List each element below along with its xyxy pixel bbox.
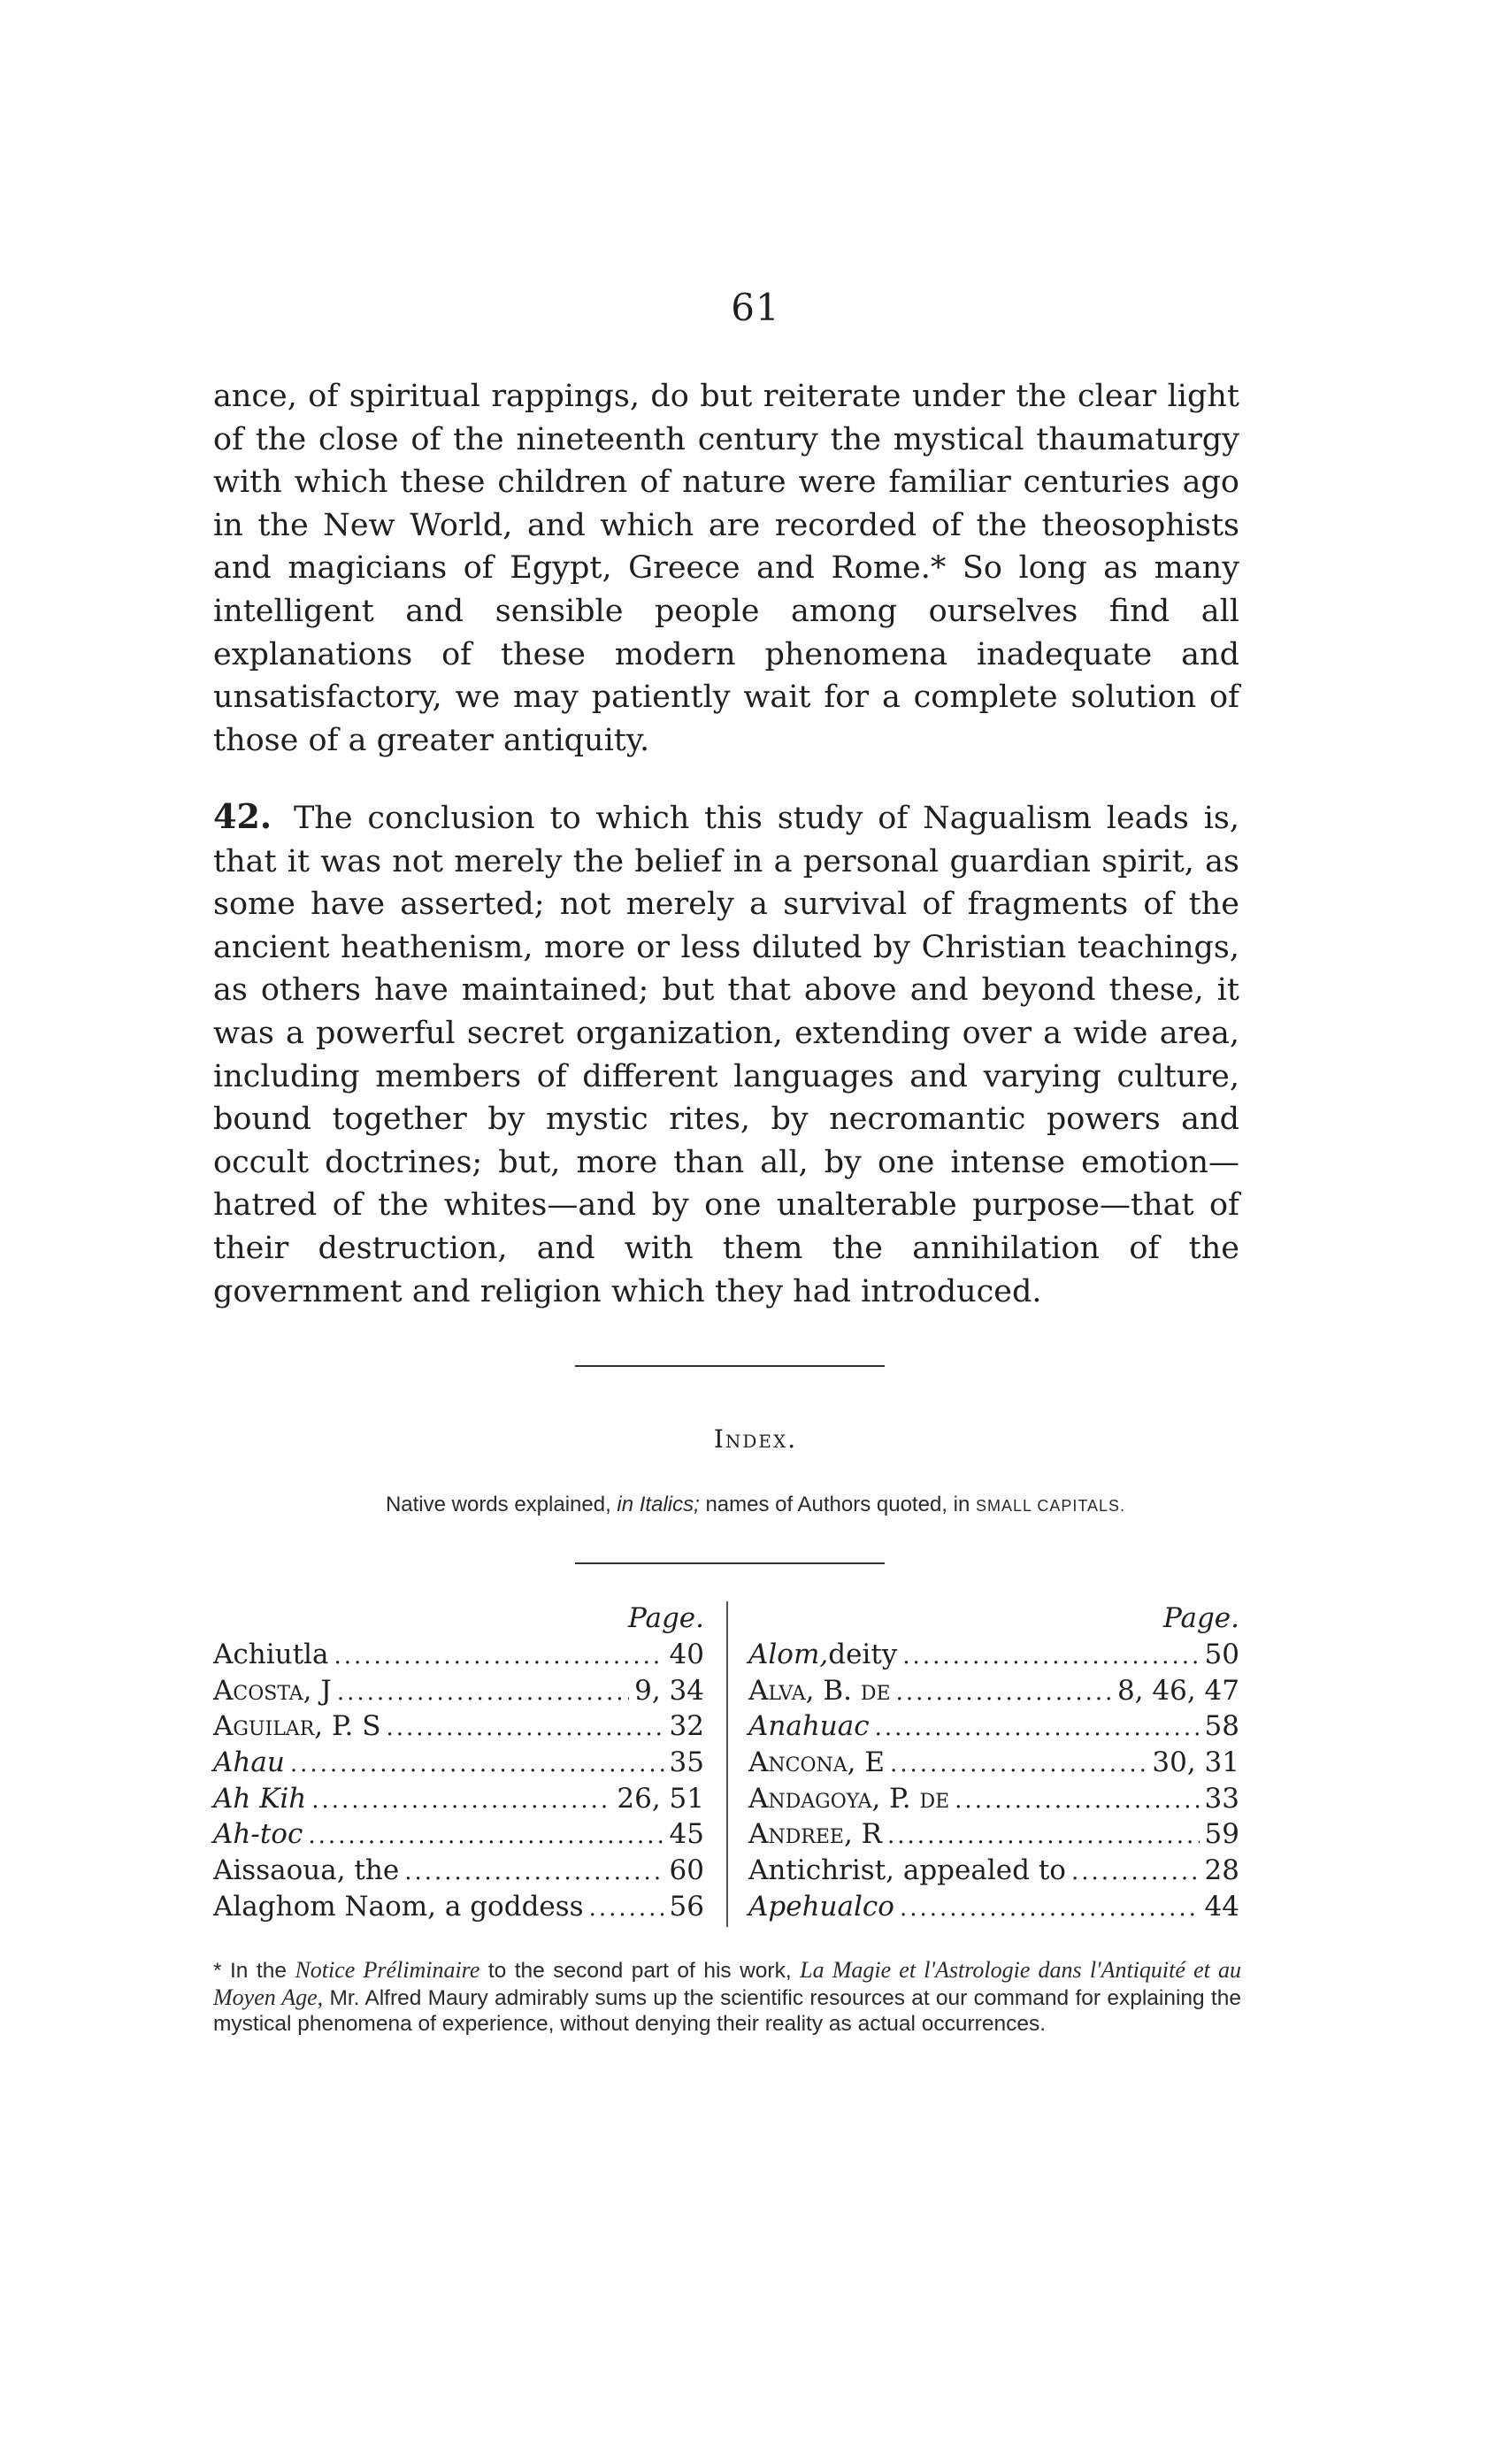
paragraph-text: ance, of spiritual rappings, do but reiterate under the clear light of the close of the nineteenth century the mystical thaumaturgy with which these children of nature were familiar centuries ago in the New World, and which are recorded of the theosophists and magicians of Egypt, Greece and Rome.* So long as many intelligent and sensible people among ourselves find all explanations of these modern phenomena inadequate and unsatisfactory, we may patiently wait for a complete solution of those of a greater antiquity. [213,379,1239,758]
index-entry-pages: 45 [669,1818,704,1851]
dot-leader [386,1710,663,1746]
index-entry-term: Achiutla [213,1639,329,1670]
index-entry-term: Acosta, J [213,1674,332,1707]
index-entry [748,1673,1239,1709]
index-entry-pages: 40 [669,1639,704,1670]
index-entry-term: Alaghom Naom, a goddess [213,1890,584,1923]
dot-leader [334,1639,663,1675]
index-entry [748,1745,1239,1781]
index-entry-pages: 59 [1204,1818,1239,1851]
dot-leader [875,1710,1200,1746]
index-note-middle: names of Authors quoted, in [699,1493,976,1516]
divider-rule-top [575,1365,885,1367]
index-entry-term: Aissaoua, the [213,1854,400,1887]
index-entry [748,1853,1239,1889]
index-table [213,1600,1241,1936]
index-entry [748,1637,1239,1673]
index-entry-term: Ah-toc [213,1818,303,1851]
page-number: 61 [731,286,780,329]
dot-leader [290,1746,664,1783]
index-entry-pages: 30, 31 [1152,1746,1239,1779]
paragraph-body: The conclusion to which this study of Nagualism leads is, that it was not merely the belief in a personal guardian spirit, as some have asserted; not merely a survival of fragments of the ancient heathenism, more or less diluted by Christian teachings, as others have maintained; but that above and beyond these, it was a powerful secret organization, extending over a wide area, including members of different languages and varying culture, bound together by mystic rites, by necromantic powers and occult doctrines; but, more than all, by one intense emotion—hatred of the whites—and by one unalterable purpose—that of their destruction, and with them the annihilation of the government and religion which they had introduced. [213,801,1239,1309]
index-entry-term: Alom, [748,1639,829,1670]
index-entry-pages: 26, 51 [617,1782,704,1815]
index-entry [213,1853,704,1889]
index-entry [213,1781,704,1817]
index-note-italic: in Italics; [617,1493,700,1516]
index-entry-term: Andree, R [748,1818,883,1851]
index-entry-pages: 32 [669,1710,704,1743]
index-entry-pages: 35 [669,1746,704,1779]
dot-leader [902,1639,1199,1675]
index-column-left [213,1600,704,1925]
index-entry-term: Andagoya, P. de [748,1782,950,1815]
footnote-title-1: Notice Préliminaire [295,1957,480,1983]
index-entry-pages: 58 [1204,1710,1239,1743]
dot-leader [1071,1854,1200,1891]
index-note-prefix: Native words explained, [385,1493,617,1516]
column-header: Page. [1163,1602,1239,1634]
dot-leader [955,1783,1199,1819]
index-entry-term: Alva, B. de [748,1674,891,1707]
index-entry [213,1708,704,1745]
section-number: 42. [213,796,272,836]
column-header: Page. [628,1602,704,1634]
dot-leader [404,1854,663,1891]
index-entry-pages: 56 [669,1890,704,1923]
paragraph-text [213,795,1239,1313]
column-divider [726,1601,728,1927]
index-entry-pages: 44 [1204,1890,1239,1923]
body-paragraph-1 [213,375,1239,762]
index-entry-pages: 33 [1204,1782,1239,1815]
index-entry-term: Antichrist, appealed to [748,1854,1066,1887]
index-entry-term-suffix: deity [828,1639,898,1670]
dot-leader [337,1675,629,1711]
body-paragraph-2 [213,795,1239,1313]
footnote-marker: * In the [213,1959,295,1983]
index-note [0,1493,1511,1517]
index-entry [748,1708,1239,1745]
index-note-smallcaps: SMALL CAPITALS. [975,1497,1126,1515]
divider-rule-bottom [575,1562,885,1564]
index-entry-term: Anahuac [748,1710,870,1743]
dot-leader [900,1891,1200,1927]
index-entry-pages: 28 [1204,1854,1239,1887]
index-entry [213,1816,704,1853]
footnote-text-1: to the second part of his work, [479,1959,801,1983]
index-entry-pages: 60 [669,1854,704,1887]
index-entry [213,1889,704,1925]
dot-leader [311,1783,611,1819]
index-heading: Index. [713,1424,798,1454]
footnote [213,1957,1241,2038]
index-entry-term: Apehualco [748,1890,894,1923]
index-entry [748,1816,1239,1853]
footnote-text-2: Mr. Alfred Maury admirably sums up the scientific resources at our command for explaining the mystical phenomena of experience, without denying their reality as actual occurrences. [213,1985,1241,2036]
dot-leader [890,1746,1147,1783]
index-entry-pages: 9, 34 [634,1674,704,1707]
index-entry-pages: 8, 46, 47 [1116,1674,1239,1707]
dot-leader [896,1675,1112,1711]
index-entry-pages: 50 [1204,1639,1239,1670]
index-entry [748,1889,1239,1925]
index-entry-term: Aguilar, P. S [213,1710,381,1743]
dot-leader [589,1891,664,1927]
index-column-right [748,1600,1239,1925]
index-entry-term: Ancona, E [748,1746,885,1779]
index-entry-term: Ahau [213,1746,285,1779]
dot-leader [887,1818,1200,1854]
index-entry [213,1637,704,1673]
dot-leader [308,1818,663,1854]
index-entry [213,1673,704,1709]
index-entry [748,1781,1239,1817]
index-entry [213,1745,704,1781]
index-entry-term: Ah Kih [213,1782,307,1815]
footnote-title-2: La Magie et l'Astrologie dans l'Antiquité et au Moyen Age, [213,1957,1242,2010]
